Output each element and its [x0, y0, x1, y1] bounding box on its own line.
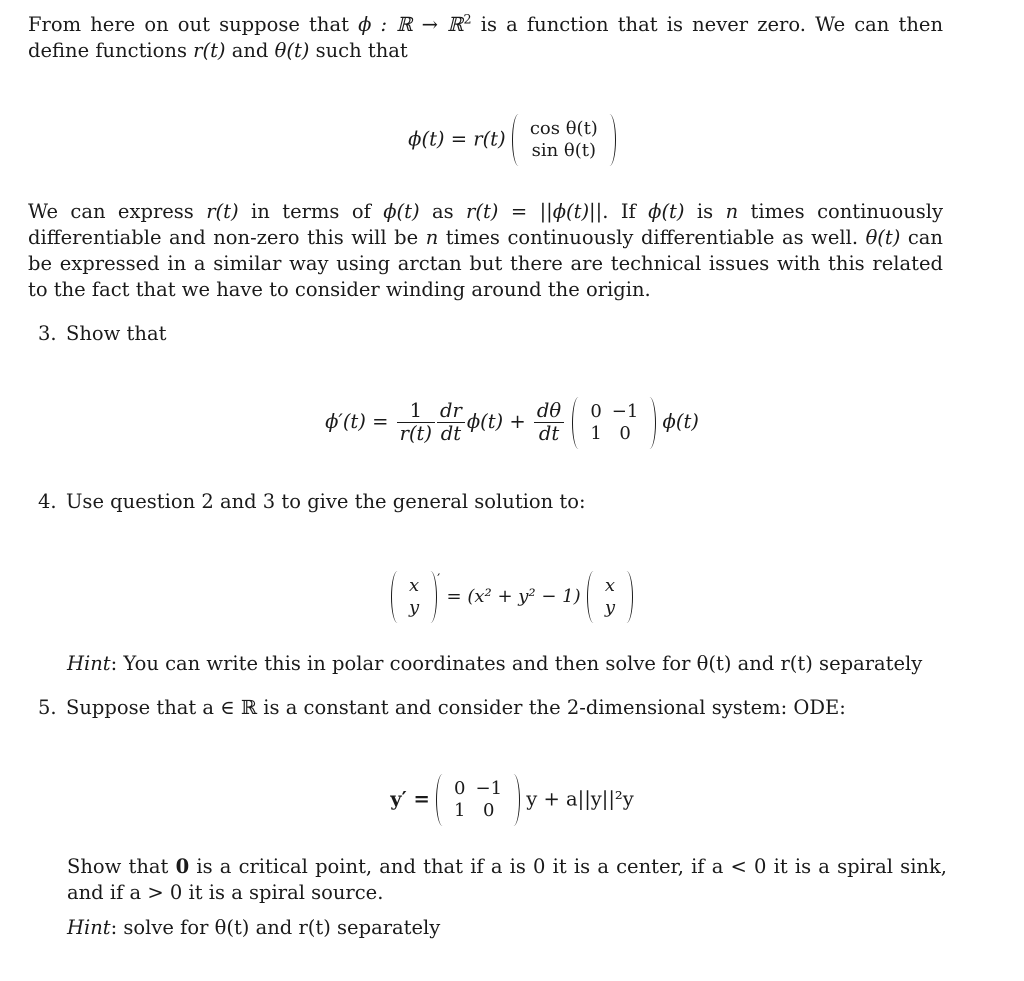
q3-rhs: ϕ(t) — [662, 410, 699, 433]
q3-m10: 1 — [590, 422, 602, 444]
p2-s2: in terms of — [238, 200, 384, 223]
q5-m10: 1 — [454, 800, 466, 821]
p2-s7: times continuously differentiable and non-zero this will be — [28, 200, 944, 249]
p2-n-2: n — [425, 226, 439, 249]
q5-zero: 0 — [175, 855, 190, 878]
q3-frac2 — [437, 400, 465, 445]
q3-frac2-num: dr — [437, 400, 465, 423]
paragraph-2 — [28, 199, 943, 303]
q4-vr-y: y — [604, 596, 616, 618]
q3-frac1-den: r(t) — [399, 422, 432, 445]
question-4 — [38, 489, 586, 515]
q3-frac1 — [397, 400, 435, 445]
intro-such-that: such that — [309, 39, 408, 62]
q5-show-a: Show that — [67, 855, 176, 878]
q4-text: Use question 2 and 3 to give the general solution to: — [66, 490, 586, 513]
q3-frac2-den: dt — [440, 422, 462, 445]
q3-m11: 0 — [619, 422, 631, 444]
question-3 — [38, 321, 166, 347]
q5-hint — [67, 915, 947, 941]
q5-text: Suppose that a ∈ ℝ is a constant and consider the 2-dimensional system: ODE: — [66, 696, 846, 719]
q4-hint-text: : You can write this in polar coordinates and then solve for θ(t) and r(t) separately — [110, 652, 923, 675]
q3-frac3-num: dθ — [534, 400, 564, 423]
q4-vr-x: x — [604, 574, 615, 596]
q5-rhs: y + a||y||²y — [526, 787, 634, 811]
q3-number: 3. — [38, 322, 57, 345]
q3-m01: −1 — [611, 400, 639, 422]
q5-hint-label: Hint — [67, 916, 111, 939]
q3-mid: ϕ(t) + — [466, 410, 526, 433]
polar-sin: sin θ(t) — [531, 140, 597, 161]
polar-vector — [512, 118, 616, 162]
q3-frac3-den: dt — [538, 422, 560, 445]
phi-map: ϕ : ℝ → ℝ — [358, 13, 464, 36]
q4-prime: ′ — [437, 572, 441, 588]
r-of-t: r(t) — [193, 39, 226, 62]
q5-lhs: y′ = — [390, 787, 430, 811]
p2-s8: times continuously differentiable as well. — [438, 226, 866, 249]
q4-vl-x: x — [408, 574, 420, 596]
q3-m00: 0 — [590, 400, 602, 422]
p2-s1: We can express — [28, 200, 207, 223]
p2-n: n — [725, 200, 739, 223]
q3-frac3 — [534, 400, 564, 445]
p2-r: r(t) — [206, 200, 239, 223]
q4-middle: = (x² + y² − 1) — [446, 586, 581, 607]
q5-number: 5. — [38, 696, 57, 719]
q5-m01: −1 — [475, 778, 503, 799]
p2-s6: is — [684, 200, 726, 223]
q5-equation — [0, 778, 1024, 822]
p2-s5: . If — [602, 200, 649, 223]
q4-hint — [67, 651, 947, 677]
q3-matrix — [572, 401, 656, 445]
intro-and: and — [225, 39, 275, 62]
q3-lhs: ϕ′(t) = — [325, 410, 389, 433]
q4-number: 4. — [38, 490, 57, 513]
question-5 — [38, 695, 846, 721]
theta-of-t: θ(t) — [274, 39, 310, 62]
q5-m00: 0 — [454, 778, 466, 799]
q3-equation — [0, 400, 1024, 445]
p2-phi-t: ϕ(t) — [383, 200, 420, 223]
q3-frac1-num: 1 — [397, 400, 435, 423]
q4-vl-y: y — [408, 596, 420, 618]
q4-vector-left — [391, 575, 437, 619]
q5-show-paragraph — [67, 854, 947, 906]
p2-s3: as — [419, 200, 467, 223]
q5-show-b: is a critical point, and that if a is 0 it is a center, if a < 0 it is a spiral sink, and if a > 0 it is a spiral source. — [67, 855, 947, 904]
intro-paragraph: From here on out suppose that ϕ : ℝ → ℝ$^2$ is a function that is never zero. We can then define functions r(t) and θ(t) such that — [28, 12, 944, 62]
polar-equation — [0, 118, 1024, 162]
q3-text: Show that — [66, 322, 167, 345]
p2-s9: can be expressed in a similar way using arctan but there are technical issues with this related to the fact that we have to consider winding around the origin. — [28, 226, 943, 301]
q4-vector-right — [587, 575, 633, 619]
p2-theta: θ(t) — [865, 226, 901, 249]
polar-lhs: ϕ(t) = r(t) — [408, 127, 506, 151]
intro-text-2: is a function that is never zero. We can then define functions — [28, 13, 944, 62]
q5-matrix — [436, 778, 520, 822]
p2-phi-t-2: ϕ(t) — [648, 200, 685, 223]
q5-hint-text: : solve for θ(t) and r(t) separately — [110, 916, 441, 939]
polar-cos: cos θ(t) — [529, 118, 598, 139]
q4-equation — [0, 572, 1024, 619]
intro-text-1: From here on out suppose that — [28, 13, 359, 36]
q5-m11: 0 — [483, 800, 495, 821]
q4-hint-label: Hint — [67, 652, 111, 675]
p2-norm: r(t) = ||ϕ(t)|| — [466, 200, 603, 223]
